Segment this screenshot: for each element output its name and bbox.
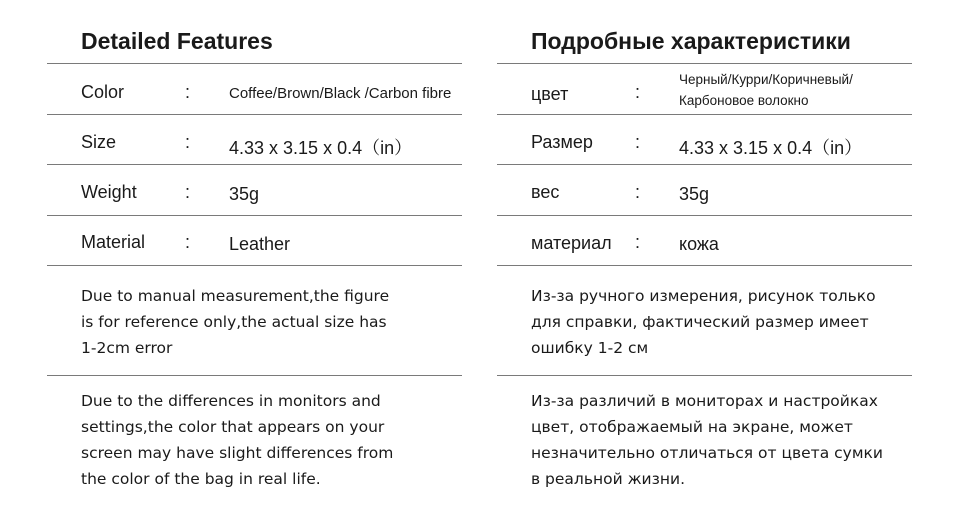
note-line: Из-за различий в мониторах и настройках	[531, 392, 878, 410]
note-line: Due to manual measurement,the figure	[81, 287, 390, 305]
feature-label: Размер	[531, 132, 593, 152]
note-line: is for reference only,the actual size has	[81, 313, 387, 331]
divider	[47, 375, 462, 376]
feature-label: Weight	[81, 182, 137, 202]
note-line: ошибку 1-2 см	[531, 339, 649, 357]
colon-separator: :	[635, 82, 641, 102]
feature-value: кожа	[679, 234, 719, 254]
divider	[497, 375, 912, 376]
colon-separator: :	[185, 232, 191, 252]
section-title: Detailed Features	[81, 28, 273, 54]
note-line: Due to the differences in monitors and	[81, 392, 381, 410]
colon-separator: :	[185, 132, 191, 152]
feature-value: 35g	[679, 184, 710, 204]
feature-row-weight	[47, 165, 462, 215]
colon-separator: :	[185, 182, 191, 202]
value-line: Черный/Курри/Коричневый/	[679, 72, 853, 87]
feature-value: 4.33 x 3.15 x 0.4（in）	[229, 138, 413, 158]
feature-row-weight	[497, 165, 912, 215]
feature-row-size	[47, 115, 462, 165]
feature-value	[679, 69, 853, 111]
color-difference-note	[531, 388, 911, 492]
note-line: the color of the bag in real life.	[81, 470, 321, 488]
section-title: Подробные характеристики	[531, 28, 851, 54]
note-line: цвет, отображаемый на экране, может	[531, 418, 853, 436]
measurement-note	[531, 283, 911, 361]
feature-label: материал	[531, 233, 612, 253]
feature-row-color	[497, 64, 912, 114]
note-line: Из-за ручного измерения, рисунок только	[531, 287, 876, 305]
divider	[47, 265, 462, 266]
note-line: settings,the color that appears on your	[81, 418, 385, 436]
feature-label: Size	[81, 132, 117, 152]
color-difference-note	[81, 388, 461, 492]
feature-row-size	[497, 115, 912, 165]
note-line: screen may have slight differences from	[81, 444, 394, 462]
feature-row-material	[497, 216, 912, 266]
feature-row-material	[47, 216, 462, 266]
feature-row-color	[47, 64, 462, 114]
note-line: незначительно отличаться от цвета сумки	[531, 444, 883, 462]
note-line: в реальной жизни.	[531, 470, 686, 488]
feature-value: 35g	[229, 184, 260, 204]
value-line: Карбоновое волокно	[679, 93, 809, 108]
feature-label: Material	[81, 232, 146, 252]
colon-separator: :	[635, 232, 641, 252]
feature-value: Leather	[229, 234, 291, 254]
note-line: 1-2cm error	[81, 339, 173, 357]
feature-label: цвет	[531, 84, 569, 104]
colon-separator: :	[185, 82, 191, 102]
divider	[497, 265, 912, 266]
feature-value: Coffee/Brown/Black /Carbon fibre	[229, 85, 452, 102]
colon-separator: :	[635, 132, 641, 152]
note-line: для справки, фактический размер имеет	[531, 313, 869, 331]
feature-label: вес	[531, 182, 560, 202]
feature-value: 4.33 x 3.15 x 0.4（in）	[679, 138, 863, 158]
measurement-note	[81, 283, 461, 361]
colon-separator: :	[635, 182, 641, 202]
feature-label: Color	[81, 82, 125, 102]
